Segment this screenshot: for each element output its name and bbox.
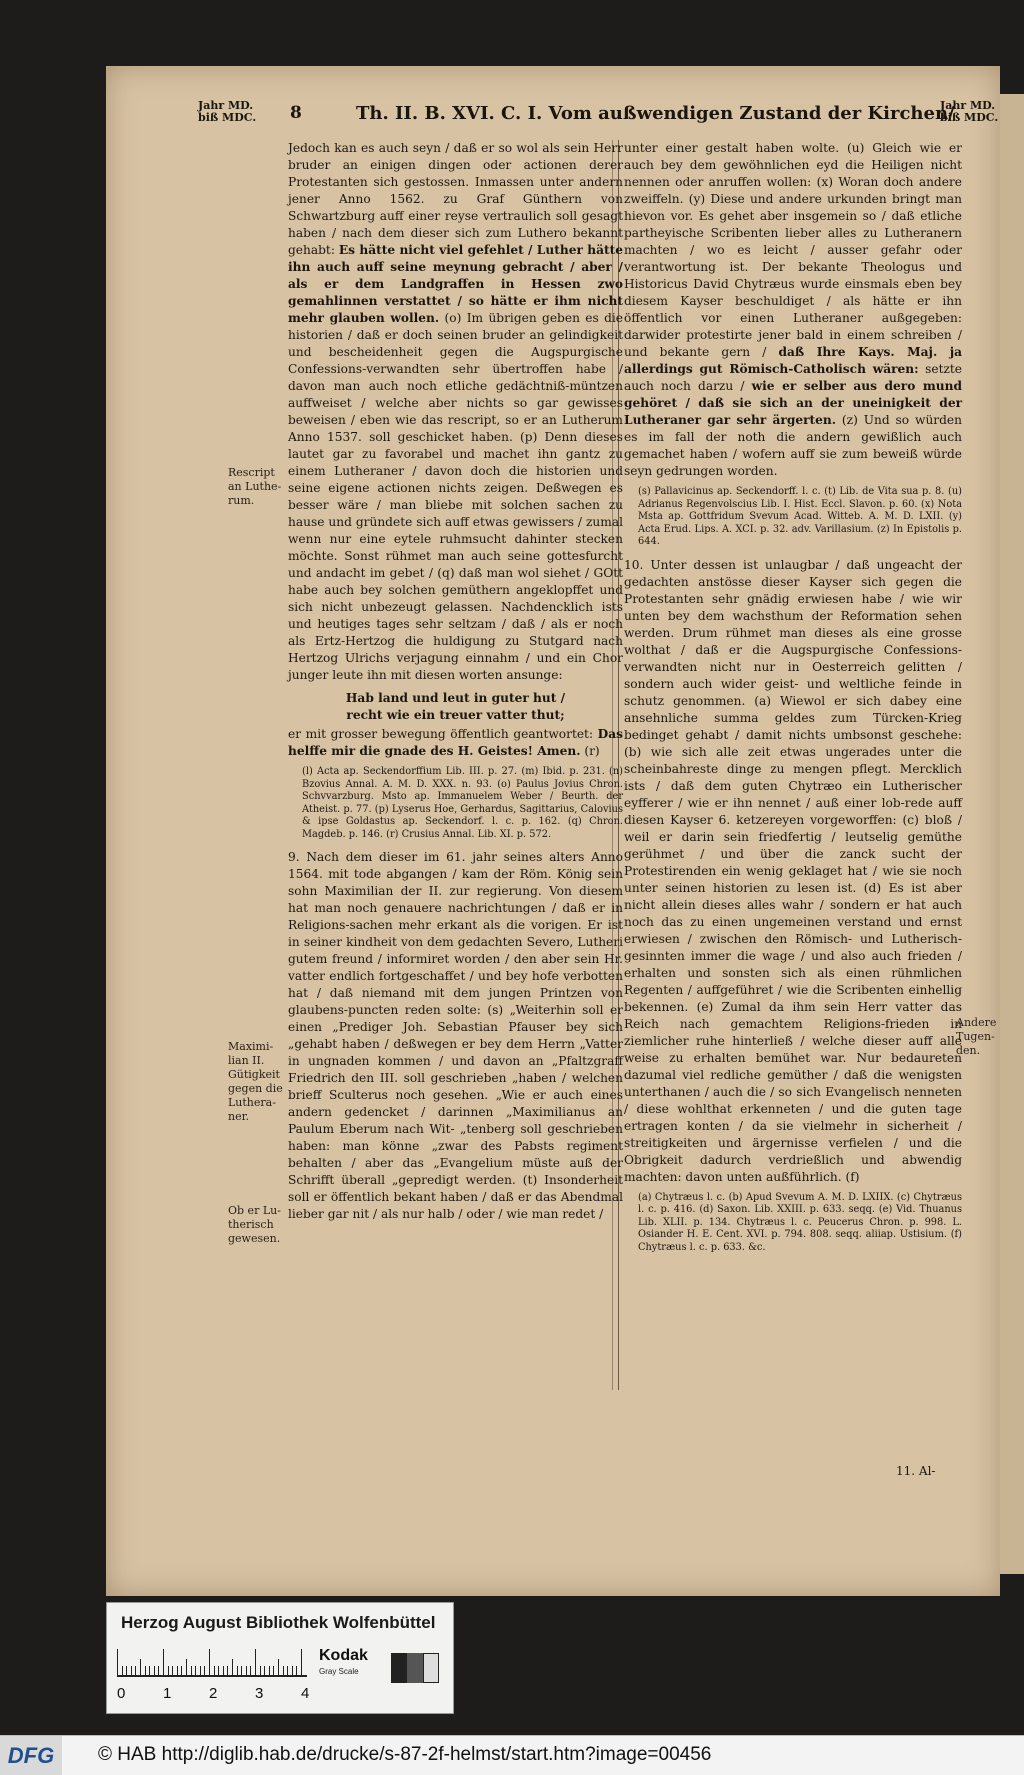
verse-line-1: Hab land und leut in guter hut / (345, 691, 566, 705)
kodak-gray-scale-label: Gray Scale (319, 1667, 359, 1676)
right-para1-mid: setzte auch noch darzu / (624, 362, 963, 393)
scale-label-0: 0 (117, 1685, 126, 1702)
ruler-tick (149, 1666, 150, 1675)
header-right-margin: Jahr MD. biß MDC. (940, 99, 999, 124)
color-card (106, 1602, 454, 1714)
right-footnotes-2: (a) Chytræus l. c. (b) Apud Svevum A. M. D. LXIIX. (c) Chytræus l. c. p. 416. (d) Saxon. Lib. XXIII. p. 633. seqq. (e) Vid. Thuanus Lib. XLII. p. 134. Chytræus l. c. Peucerus Chron. p. 998. L. Osiander H. E. Cent. XVI. p. 794. 808. seqq. aliiap. Ustisium. (f) Chytræus l. c. p. 633. &c. (638, 1191, 962, 1253)
left-para1-end-text: er mit grosser bewegung öffentlich geantwortet: (288, 727, 594, 741)
scale-label-3: 3 (255, 1685, 264, 1702)
margin-note-tugenden: Andere Tugen- den. (956, 1016, 997, 1057)
left-footnotes-1: (l) Acta ap. Seckendorffium Lib. III. p. 27. (m) Ibid. p. 231. (n) Bzovius Annal. A. M. D. XXX. n. 93. (o) Paulus Jovius Chron. Schvvarzburg. Msto ap. Immanuelem Weber / Beurth. der Atheist. p. 77. (p) Lyserus Hoe, Gerhardus, Sagittarius, Calovius & ipse Goldastus ap. Seckendorf. l. c. p. 162. (q) Chron. Magdeb. p. 146. (r) Crusius Annal. Lib. XI. p. 572. (302, 766, 623, 840)
right-column (624, 140, 962, 1262)
left-para1-rest: (o) Im übrigen geben es die historien / daß er doch seinen bruder an gelindigkeit und bescheidenheit gegen die Augspurgische Confessions-verwandten sehr übertroffen habe / davon man auch noch etliche gedächtniß-müntzen auffweiset / welche aber nichts so gar gewisses beweisen / eben wie das rescript, so er an Lutherum Anno 1537. soll geschicket haben. (p) Denn dieses lautet gar zu favorabel und machet ihn gantz zu einem Lutheraner / davon doch die historien und seine eigene actionen nichts zeigen. Deßwegen es besser wäre / man bliebe mit solchen sachen zu hause und gründete sich auff etwas gewissers / zumal wenn nur eine eytele ruhmsucht dahinter stecken möchte. Sonst rühmet man auch seine gottesfurcht und andacht im gebet / (q) daß man wol siehet / GOtt habe auch bey solchen gemüthern angeklopffet und sich nicht unbezeugt gelassen. Nachdencklich ists und heutiges tages sehr seltzam / daß / als er noch als Ertz-Hertzog die huldigung zu Stutgard nach Hertzog Ulrichs verjagung einnahm / und ein Chor junger leute ihn mit diesen worten ansunge: (288, 311, 624, 682)
ruler-tick (145, 1666, 146, 1675)
footer-copyright-link[interactable]: © HAB http://diglib.hab.de/drucke/s-87-2f-helmst/start.htm?image=00456 (98, 1744, 712, 1765)
ruler-tick (131, 1666, 132, 1675)
ruler-tick (172, 1666, 173, 1675)
right-para1-text: unter einer gestalt haben wolte. (u) Gleich wie er auch bey dem gewöhnlichen eyd die Heiligen nicht nennen oder anruffen wollen: (x) Woran doch andere zweiffeln. (y) Diese und andere urkunden bringt man hievon vor. Es gehet aber insgemein so / daß etliche partheyische Scribenten lieber alles zu Lutheranern machten / wo es leicht / ausser gefahr oder verantwortung ist. Der bekante Theologus und Historicus David Chytræus wurde einsmals eben bey diesem Kayser beschuldiget / als hätte er ihn öffentlich vor einen Lutheraner außgegeben: darwider protestirte jener bald in einem schreiben / und bekante gern / (624, 141, 962, 359)
ruler-tick (292, 1666, 293, 1675)
ruler-tick (204, 1666, 205, 1675)
dfg-logo: DFG (0, 1736, 62, 1775)
ruler-tick (227, 1666, 228, 1675)
ruler-tick (163, 1649, 164, 1675)
page-number: 8 (290, 103, 302, 123)
ruler-tick (117, 1649, 118, 1675)
ruler-tick (186, 1659, 187, 1675)
catchword: 11. Al- (896, 1464, 936, 1478)
left-paragraph-1-end (288, 726, 623, 760)
right-paragraph-1 (624, 140, 962, 480)
ruler-tick (246, 1666, 247, 1675)
ruler-tick (287, 1666, 288, 1675)
ruler-tick (273, 1666, 274, 1675)
left-para1-emphasis: Es hätte nicht viel gefehlet / Luther hätte ihn auch auff seine meynung gebracht / aber / als er dem Landgraffen in Hessen zwo gemahlinnen verstattet / so hätte er ihm nicht mehr glauben wollen. (288, 243, 623, 325)
ruler-tick (218, 1666, 219, 1675)
margin-note-rescript: Rescript an Luthe- rum. (228, 466, 282, 507)
right-para1-emphasis-2: wie er selber aus dero mund gehöret / daß sie sich an der uneinigkeit der Lutheraner gar sehr ärgerten. (624, 379, 963, 427)
scale-label-4: 4 (301, 1685, 310, 1702)
ruler-tick (122, 1666, 123, 1675)
ruler-tick (181, 1666, 182, 1675)
scale-ruler (117, 1647, 307, 1677)
ruler-tick (140, 1659, 141, 1675)
ruler-tick (264, 1666, 265, 1675)
left-para1-end-ref: (r) (584, 744, 600, 758)
scale-label-1: 1 (163, 1685, 172, 1702)
ruler-tick (200, 1666, 201, 1675)
ruler-tick (296, 1666, 297, 1675)
right-para1-emphasis: daß Ihre Kays. Maj. ja allerdings gut Römisch-Catholisch wären: (624, 345, 963, 376)
ruler-tick (126, 1666, 127, 1675)
left-para1-end-emphasis: Das helffe mir die gnade des H. Geistes! Amen. (288, 727, 623, 758)
ruler-tick (250, 1666, 251, 1675)
left-para1-text: Jedoch kan es auch seyn / daß er so wol als sein Herr bruder an einigen dingen oder actionen derer Protestanten sich gestossen. Inmassen unter andern jener Anno 1562. zu Graf Günthern von Schwartzburg auff einer reyse vertraulich soll gesagt haben / nach dem dieser sich zum Luthero bekannt gehabt: (288, 141, 623, 257)
ruler-tick (209, 1649, 210, 1675)
ruler-tick (168, 1666, 169, 1675)
left-paragraph-2: 9. Nach dem dieser im 61. jahr seines alters Anno 1564. mit tode abgangen / kam der Röm. König sein sohn Maximilian der II. zur regierung. Von diesem hat man noch genauere nachrichtungen / daß er in Religions-sachen mehr erkant als die vorigen. Er ist in seiner kindheit von dem gedachten Severo, Lutheri gutem freund / informiret worden / den aber sein Hr. vatter endlich fortgeschaffet / und bey hofe verbotten hat / daß niemand mit dem jungen Printzen von glaubens-puncten reden solte: (s) „Weiterhin soll er einen „Prediger Joh. Sebastian Pfauser bey sich „gehabt haben / deßwegen er bey dem Herrn „Vatter in ungnaden kommen / und davon an „Pfaltzgraff Friedrich den III. soll geschrieben „haben / welchen brieff Sculterus noch gesehen. „Wie er auch eines andern gedencket / darinnen „Maximilianus an Paulum Eberum nach Wit- „tenberg soll geschrieben haben: man könne „zwar des Pabsts regiment behalten / aber das „Evangelium müste auß der Schrifft überall „gepredigt werden. (t) Insonderheit soll er öffentlich bekant haben / daß er das Abendmal lieber gar nit / als nur halb / oder / wie man redet / (288, 850, 623, 1221)
ruler-tick (177, 1666, 178, 1675)
ruler-tick (154, 1666, 155, 1675)
ruler-tick (269, 1666, 270, 1675)
ruler-tick (301, 1649, 302, 1675)
ruler-tick (158, 1666, 159, 1675)
ruler-tick (241, 1666, 242, 1675)
ruler-tick (255, 1649, 256, 1675)
right-paragraph-2: 10. Unter dessen ist unlaugbar / daß ungeacht der gedachten anstösse dieser Kayser sich gegen die Protestanten sehr gnädig erwiesen habe / wie wir unten bey dem wachsthum der Reformation sehen werden. Drum rühmet man dieses als eine grosse wolthat / daß er die Augspurgische Confessions-verwandten nicht nur in Oesterreich gelitten / sondern auch wider geist- und weltliche feinde in schutz genommen. (a) Wiewol er sich dabey eine ansehnliche summa geldes zum Türcken-Krieg bedinget gehabt / damit nichts umbsonst geschehe: (b) wie sich alle zeit etwas ungerades unter die scheinbahreste dinge zu mengen pflegt. Mercklich ists / daß dem guten Chytræo ein Lutherischer eyfferer / wie er ihn nennet / auß einer lob-rede auff diesen Kayser 6. ketzereyen vorgeworffen: (c) bloß / weil er darin sein friedfertig / leutselig gemüthe gerühmet / und über die zanck sucht der Protestirenden ein wenig geklaget hat / wie sie noch unter seinen historien zu lesen ist. (d) Es ist aber nicht allein dieses alles wahr / sondern er hat auch noch das zu einen ungemeinen verstand und ernst erwiesen / zwischen den Römisch- und Lutherisch-gesinnten immer die wage / und also auch frieden / erhalten und sonsten sich als einen rühmlichen Regenten / auffgeführet / wie die Scribenten einhellig bekennen. (e) Zumal da ihm sein Herr vatter das Reich nach gemachtem Religions-frieden in ziemlicher ruhe hinterließ / welche dieser auff alle weise zu erhalten bemühet war. Nur bedaureten dazumal viel redliche gemüther / daß die wenigsten unterthanen / auch die / so sich Evangelisch nenneten / diese wohlthat erkenneten / und die guten tage ertragen konten / da sie vielmehr in sicherheit / streitigkeiten und ärgernisse verfielen / und die Obrigkeit dadurch verdrießlich und abwendig machten: davon unten außführlich. (f) (624, 557, 962, 1184)
gray-patch-light (423, 1653, 439, 1683)
right-para1-rest: (z) Und so würden es im fall der noth die andern gewißlich auch gemachet haben / wofern auff sie zum beweiß würde seyn gedrungen worden. (624, 413, 962, 478)
ruler-tick (232, 1659, 233, 1675)
color-card-title: Herzog August Bibliothek Wolfenbüttel (121, 1613, 436, 1632)
verse-line-2: recht wie ein treuer vatter thut; (346, 708, 565, 722)
gray-patch-dark (391, 1653, 407, 1683)
kodak-logo: Kodak (319, 1647, 368, 1664)
ruler-tick (283, 1666, 284, 1675)
scale-label-2: 2 (209, 1685, 218, 1702)
margin-note-lutherisch: Ob er Lu- therisch gewesen. (228, 1204, 281, 1245)
ruler-tick (214, 1666, 215, 1675)
left-column (288, 140, 623, 1229)
ruler-tick (278, 1659, 279, 1675)
left-paragraph-1 (288, 140, 623, 684)
ruler-tick (260, 1666, 261, 1675)
ruler-tick (223, 1666, 224, 1675)
ruler-tick (191, 1666, 192, 1675)
right-footnotes-1: (s) Pallavicinus ap. Seckendorff. l. c. (t) Lib. de Vita sua p. 8. (u) Adrianus Regenvolscius Lib. I. Hist. Eccl. Slavon. p. 60. (x) Nota Msta ap. Gottfridum Svevum Acad. Witteb. A. M. D. LXII. (y) Acta Erud. Lips. A. XCI. p. 32. adv. Varillasium. (z) In Epistolis p. 644. (638, 486, 962, 547)
ruler-tick (237, 1666, 238, 1675)
running-title: Th. II. B. XVI. C. I. Vom außwendigen Zustand der Kirchen/ (356, 103, 955, 124)
gray-patch-mid (407, 1653, 423, 1683)
ruler-tick (195, 1666, 196, 1675)
footer-bar (0, 1735, 1024, 1775)
margin-note-maximilian: Maximi- lian II. Gütigkeit gegen die Luthera- ner. (228, 1040, 283, 1123)
header-left-margin: Jahr MD. biß MDC. (198, 99, 257, 124)
ruler-tick (135, 1666, 136, 1675)
